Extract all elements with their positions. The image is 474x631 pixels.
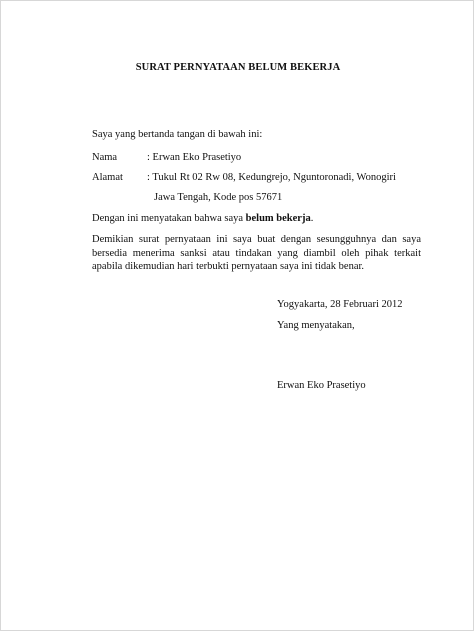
statement-after: . <box>310 213 314 224</box>
statement-before: Dengan ini menyatakan bahwa saya <box>92 213 246 224</box>
alamat-value-line2: Jawa Tengah, Kode pos 57671 <box>154 192 283 203</box>
statement-emphasis: belum bekerja <box>245 213 311 224</box>
signature-closing: Yang menyatakan, <box>277 320 355 331</box>
document-title: SURAT PERNYATAAN BELUM BEKERJA <box>135 62 341 73</box>
alamat-value-line1: : Tukul Rt 02 Rw 08, Kedungrejo, Nguntoronadi, Wonogiri <box>147 172 396 183</box>
nama-value: : Erwan Eko Prasetiyo <box>147 152 242 163</box>
signatory-name: Erwan Eko Prasetiyo <box>277 380 366 391</box>
alamat-label: Alamat <box>92 172 123 183</box>
statement-line <box>92 212 313 225</box>
place-date: Yogyakarta, 28 Februari 2012 <box>277 299 403 310</box>
closing-paragraph: Demikian surat pernyataan ini saya buat dengan sesungguhnya dan saya bersedia menerima sanksi atau tindakan yang diambil oleh pihak terkait apabila dikemudian hari terbukti pernyataan saya ini tidak benar. <box>92 234 421 273</box>
nama-label: Nama <box>92 152 118 163</box>
intro-text: Saya yang bertanda tangan di bawah ini: <box>92 129 263 140</box>
